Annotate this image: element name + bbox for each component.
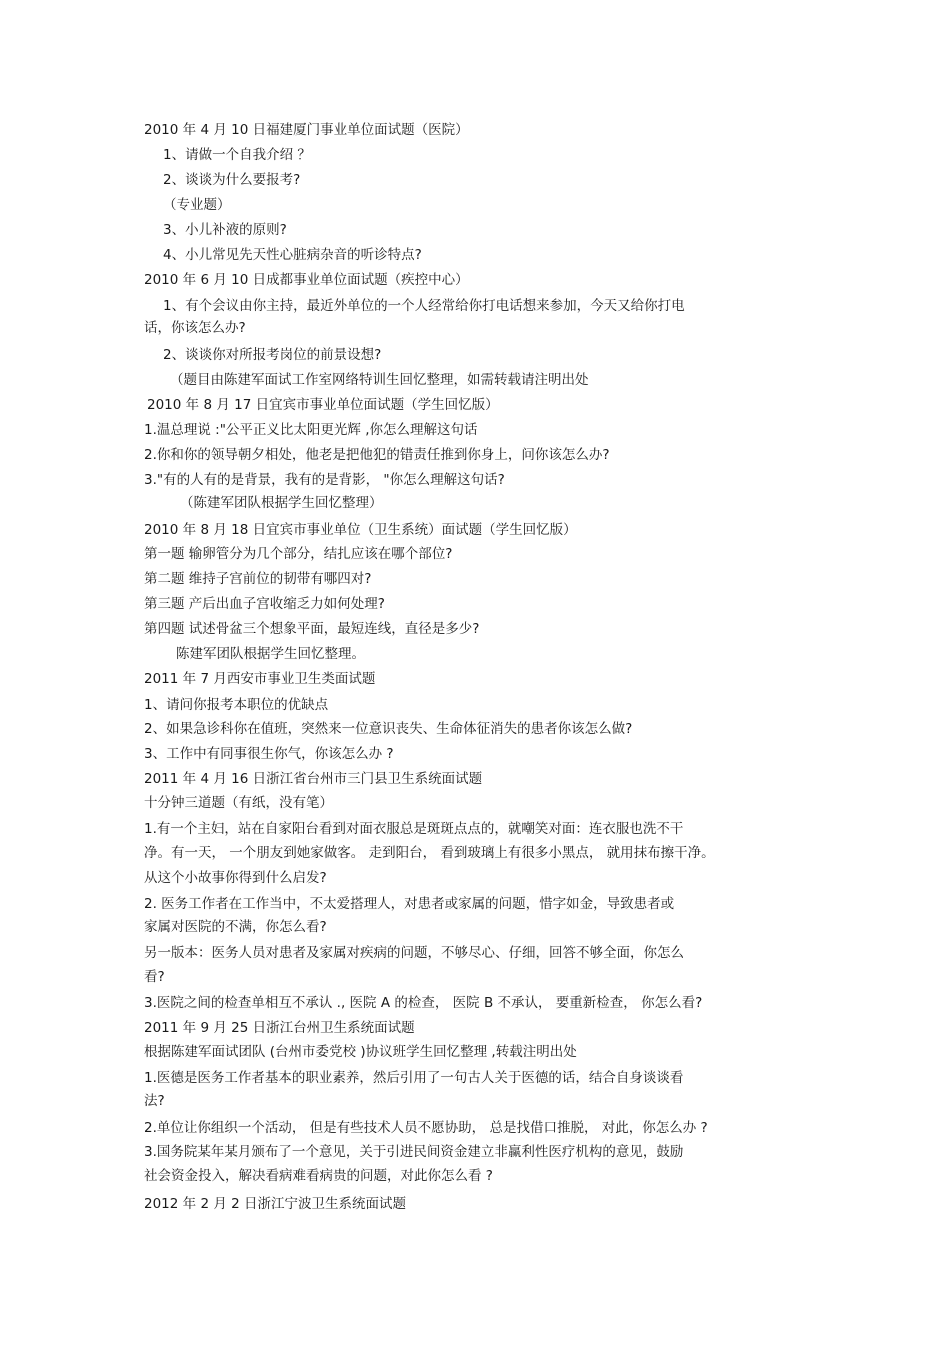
source-note: 陈建军团队根据学生回忆整理。 xyxy=(176,646,365,662)
question-line: 2. 医务工作者在工作当中，不太爱搭理人，对患者或家属的问题，惜字如金，导致患者或 xyxy=(144,896,675,912)
question-line: 1、请问你报考本职位的优缺点 xyxy=(144,697,329,713)
question-line: 4、小儿常见先天性心脏病杂音的听诊特点? xyxy=(163,247,422,263)
question-line: 净。有一天， 一个朋友到她家做客。 走到阳台， 看到玻璃上有很多小黑点， 就用抹布擦干净。 xyxy=(144,845,715,861)
heading-sanmen-2011: 2011 年 4 月 16 日浙江省台州市三门县卫生系统面试题 xyxy=(144,771,483,787)
section-note: （专业题） xyxy=(163,197,231,213)
question-line: 1、有个会议由你主持，最近外单位的一个人经常给你打电话想来参加，今天又给你打电 xyxy=(163,298,685,314)
heading-ningbo-2012: 2012 年 2 月 2 日浙江宁波卫生系统面试题 xyxy=(144,1196,406,1212)
question-line: 2.你和你的领导朝夕相处，他老是把他犯的错责任推到你身上，问你该怎么办? xyxy=(144,447,610,463)
question-line: 1、请做一个自我介绍 ？ xyxy=(163,147,311,163)
question-line: 从这个小故事你得到什么启发? xyxy=(144,870,327,886)
question-line: 第二题 维持子宫前位的韧带有哪四对? xyxy=(144,571,372,587)
question-line: 法? xyxy=(144,1093,165,1109)
question-line: 1.医德是医务工作者基本的职业素养，然后引用了一句古人关于医德的话，结合自身谈谈看 xyxy=(144,1070,684,1086)
question-line: 2、谈谈你对所报考岗位的前景设想? xyxy=(163,347,382,363)
question-line: 3、小儿补液的原则? xyxy=(163,222,287,238)
question-line: 2、如果急诊科你在值班，突然来一位意识丧失、生命体征消失的患者你该怎么做? xyxy=(144,721,633,737)
question-line: 3.国务院某年某月颁布了一个意见，关于引进民间资金建立非赢利性医疗机构的意见，鼓励 xyxy=(144,1144,684,1160)
question-line: 第一题 输卵管分为几个部分，结扎应该在哪个部位? xyxy=(144,546,453,562)
question-line: 3.医院之间的检查单相互不承认 ., 医院 A 的检查， 医院 B 不承认， 要重新检查， 你怎么看? xyxy=(144,995,703,1011)
question-line: 3、工作中有同事很生你气，你该怎么办 ? xyxy=(144,746,394,762)
question-line: 看? xyxy=(144,969,165,985)
section-note: 十分钟三道题（有纸，没有笔） xyxy=(144,795,333,811)
heading-xiamen-2010: 2010 年 4 月 10 日福建厦门事业单位面试题（医院） xyxy=(144,122,469,138)
heading-xian-2011: 2011 年 7 月西安市事业卫生类面试题 xyxy=(144,671,376,687)
question-line: 2、谈谈为什么要报考? xyxy=(163,172,301,188)
question-line: 第三题 产后出血子宫收缩乏力如何处理? xyxy=(144,596,385,612)
question-line: 另一版本：医务人员对患者及家属对疾病的问题，不够尽心、仔细，回答不够全面，你怎么 xyxy=(144,945,684,961)
source-note: （陈建军团队根据学生回忆整理） xyxy=(180,495,383,511)
source-note: 根据陈建军面试团队 (台州市委党校 )协议班学生回忆整理 ,转载注明出处 xyxy=(144,1044,577,1060)
heading-yibin-2010-0817: 2010 年 8 月 17 日宜宾市事业单位面试题（学生回忆版） xyxy=(147,397,499,413)
question-line: 家属对医院的不满，你怎么看? xyxy=(144,919,327,935)
question-line: 3."有的人有的是背景，我有的是背影， "你怎么理解这句话? xyxy=(144,472,505,488)
question-line: 2.单位让你组织一个活动， 但是有些技术人员不愿协助， 总是找借口推脱， 对此，你怎么办 ? xyxy=(144,1120,708,1136)
question-line: 1.温总理说 :"公平正义比太阳更光辉 ,你怎么理解这句话 xyxy=(144,422,478,438)
question-line: 社会资金投入，解决看病难看病贵的问题，对此你怎么看 ? xyxy=(144,1168,493,1184)
question-line: 1.有一个主妇，站在自家阳台看到对面衣服总是斑斑点点的，就嘲笑对面：连衣服也洗不干 xyxy=(144,821,684,837)
heading-yibin-2010-0818: 2010 年 8 月 18 日宜宾市事业单位（卫生系统）面试题（学生回忆版） xyxy=(144,522,577,538)
source-note: （题目由陈建军面试工作室网络特训生回忆整理，如需转载请注明出处 xyxy=(170,372,589,388)
question-line: 话，你该怎么办? xyxy=(144,320,246,336)
heading-chengdu-2010: 2010 年 6 月 10 日成都事业单位面试题（疾控中心） xyxy=(144,272,469,288)
question-line: 第四题 试述骨盆三个想象平面，最短连线，直径是多少? xyxy=(144,621,480,637)
heading-taizhou-2011: 2011 年 9 月 25 日浙江台州卫生系统面试题 xyxy=(144,1020,415,1036)
